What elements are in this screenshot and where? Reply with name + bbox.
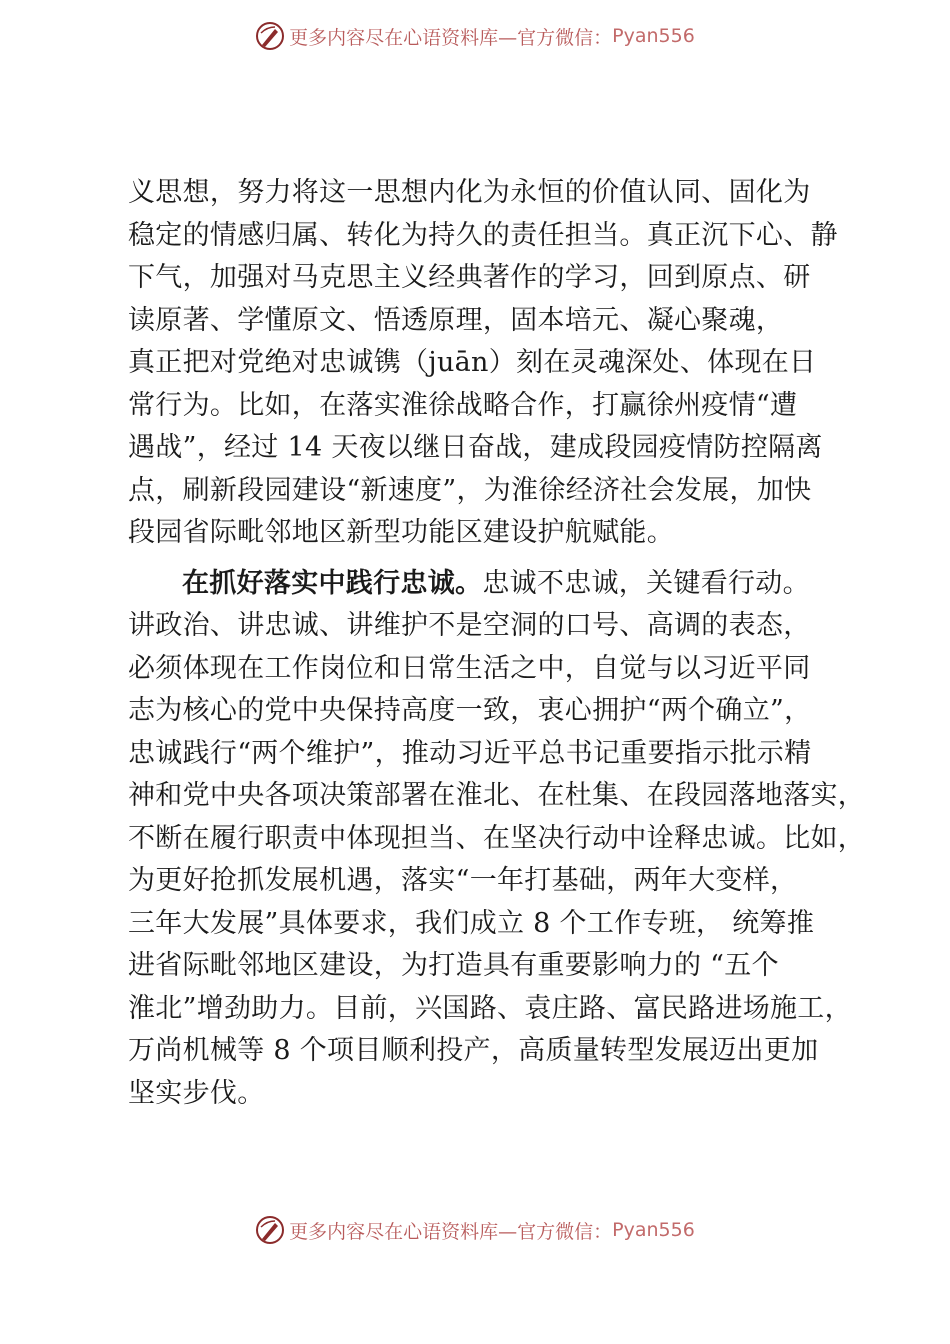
paragraph-first-rest: 忠诚不忠诚，关键看行动。 <box>482 567 810 599</box>
text-line: 神和党中央各项决策部署在淮北、在杜集、在段园落地落实， <box>128 780 866 811</box>
text-line: 万尚机械等 8 个项目顺利投产，高质量转型发展迈出更加 <box>128 1035 819 1066</box>
text-line: 坚实步伐。 <box>128 1077 265 1109</box>
text-line: 进省际毗邻地区建设，为打造具有重要影响力的 “五个 <box>128 950 779 981</box>
text-line: 三年大发展”具体要求，我们成立 8 个工作专班， 统筹推 <box>128 907 815 939</box>
text-line: 讲政治、讲忠诚、讲维护不是空洞的口号、高调的表态， <box>128 610 811 641</box>
text-line: 稳定的情感归属、转化为持久的责任担当。真正沉下心、静 <box>128 219 838 251</box>
text-line: 下气，加强对马克思主义经典著作的学习，回到原点、研 <box>128 262 811 293</box>
text-line: 必须体现在工作岗位和日常生活之中，自觉与以习近平同 <box>128 652 811 684</box>
header-text: 更多内容尽在心语资料库—官方微信： <box>289 26 613 49</box>
text-line: 段园省际毗邻地区新型功能区建设护航赋能。 <box>128 517 674 548</box>
text-line: 点，刷新段园建设“新速度”，为淮徐经济社会发展，加快 <box>128 474 812 506</box>
footer-contact: Pyan556 <box>612 1219 695 1241</box>
text-line: 志为核心的党中央保持高度一致，衷心拥护“两个确立”， <box>128 695 812 726</box>
text-line: 遇战”，经过 14 天夜以继日奋战，建成段园疫情防控隔离 <box>128 432 823 463</box>
text-line: 忠诚践行“两个维护”，推动习近平总书记重要指示批示精 <box>128 737 812 769</box>
text-line: 为更好抢抓发展机遇，落实“一年打基础，两年大变样， <box>128 865 798 896</box>
text-line: 常行为。比如，在落实淮徐战略合作，打赢徐州疫情“遭 <box>128 389 798 421</box>
pen-nib-logo-icon <box>255 21 285 51</box>
header-contact: Pyan556 <box>612 25 695 47</box>
footer-text: 更多内容尽在心语资料库—官方微信： <box>289 1220 613 1243</box>
text-line: 读原著、学懂原文、悟透原理，固本培元、凝心聚魂， <box>128 304 784 336</box>
footer-banner <box>0 1210 950 1250</box>
text-line: 义思想，努力将这一思想内化为永恒的价值认同、固化为 <box>128 177 811 208</box>
paragraph-heading: 在抓好落实中践行忠诚。 <box>182 567 483 599</box>
text-line: 淮北”增劲助力。目前，兴国路、袁庄路、富民路进场施工， <box>128 992 852 1024</box>
text-line: 真正把对党绝对忠诚镌（juān）刻在灵魂深处、体现在日 <box>128 347 817 378</box>
paragraph-1 <box>128 172 838 555</box>
text-line: 不断在履行职责中体现担当、在坚决行动中诠释忠诚。比如， <box>128 822 866 854</box>
paragraph-first-line <box>128 563 838 606</box>
header-banner <box>0 16 950 56</box>
paragraph-2 <box>128 563 866 1116</box>
pen-nib-logo-icon <box>255 1215 285 1245</box>
document-body <box>128 172 866 1115</box>
